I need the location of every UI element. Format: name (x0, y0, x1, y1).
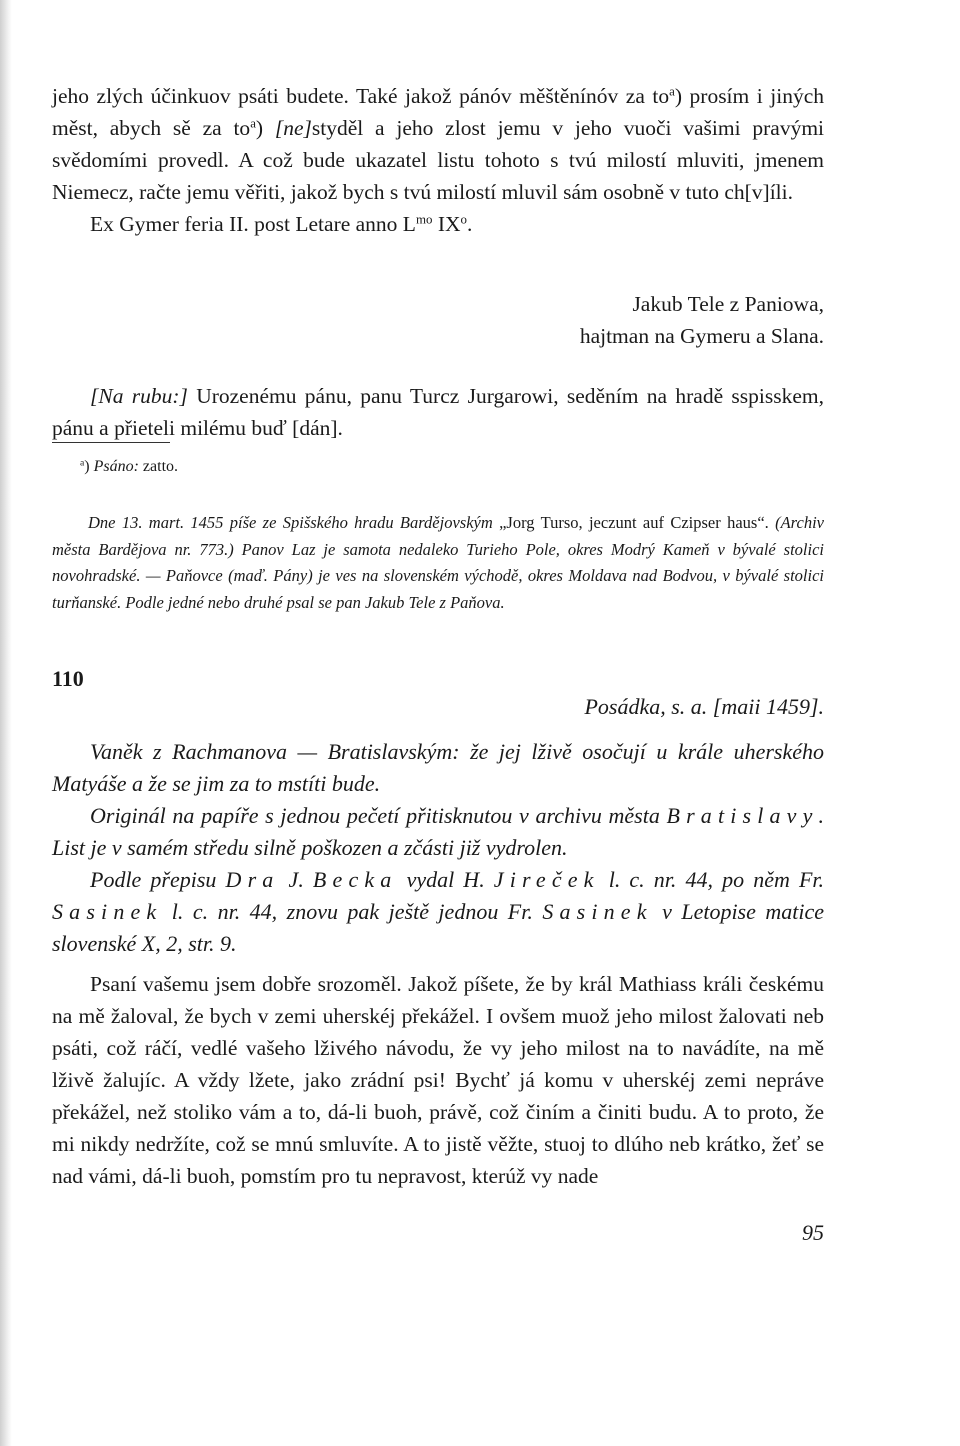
regest-summary: Vaněk z Rachmanova — Bratislavským: že jej lživě osočují u krále uherského Matyáše a že se jim za to mstíti bude. (52, 739, 824, 796)
letter-address (52, 380, 824, 444)
body-paragraph: Psaní vašemu jsem dobře srozoměl. Jakož píšete, že by král Mathiass králi českému na mě žaloval, že bych v zemi uherskéj překážel. I ovšem muož jeho milost žalovati neb psáti, což ráčí, vedlé vašeho lživého návodu, že vy jeho milost na to navádíte, na mě lživě žalujíc. A vždy lžete, jako zrádní psi! Bychť já komu v uherskéj zemi nepráve překážel, než stoliko vám a to, dá-li buoh, právě, což činím a činiti budu. A to proto, že mi nikdy nedržíte, což se mnú smluvíte. A to jistě věžte, stuoj to dlúho neb krátko, žeť se nad vámi, dá-li buoh, pomstím pro tu nepravost, kterúž vy nade (52, 972, 824, 1188)
page-number: 95 (802, 1220, 824, 1245)
address-label: [Na rubu:] (90, 384, 188, 408)
letter-text (52, 80, 824, 240)
document-number: 110 (52, 666, 84, 691)
signature-name: Jakub Tele z Paniowa, (632, 292, 824, 316)
document-place-date: Posádka, s. a. [maii 1459]. (584, 694, 824, 719)
page-binding-shadow (0, 0, 12, 1446)
document-body (52, 968, 824, 1192)
footnote: $^a$) Psáno: zatto. (80, 457, 179, 475)
address-text: Urozenému pánu, panu Turcz Jurgarowi, seděním na hradě sspisskem, pánu a přieteli milému buď [dán]. (52, 384, 825, 440)
regest-editions: Podle přepisu Dra J. Becka vydal H. Jireček l. c. nr. 44, po něm Fr. Sasinek l. c. nr. 44, znovu pak ještě jednou Fr. Sasinek v Letopise matice slovenské X, 2, str. 9. (52, 867, 825, 956)
signature-title: hajtman na Gymeru a Slana. (579, 324, 824, 348)
letter-paragraph: jeho zlých účinkuov psáti budete. Také jakož pánóv měštěnínóv za $to^a$) prosím i jiných měst, abych sě za $to^a$) [ne]styděl a jeho zlost jemu v jeho vuoči vašimi pravými svědomími provedl. A což bude ukazatel listu tohoto s tvú milostí mluviti, jmenem Niemecz, račte jemu věřiti, jakož bych s tvú milostí mluvil sám osobně v tuto ch[v]íli. (52, 84, 825, 204)
document-regest (52, 736, 824, 960)
footnote-rule (52, 442, 170, 443)
regest-original: Originál na papíře s jednou pečetí přitisknutou v archivu města Bratislavy. List je v samém středu silně poškozen a zčásti již vydrolen. (52, 803, 824, 860)
letter-signature (499, 288, 824, 352)
editorial-commentary: Dne 13. mart. 1455 píše ze Spišského hradu Bardějovským „Jorg Turso, jeczunt auf Czipser haus“. (Archiv města Bardějova nr. 773.) Panov Laz je samota nedaleko Turieho Pole, okres Modrý Kameň v bývalé stolici novohradské. — Paňovce (maď. Pány) je ves na slovenském východě, okres Moldava nad Bodvou, v bývalé stolici turňanské. Podle jedné nebo druhé psal se pan Jakub Tele z Paňova. (52, 513, 824, 612)
letter-dateline: Ex Gymer feria II. post Letare anno $L^{mo}$ $IX^o$. (90, 212, 473, 236)
